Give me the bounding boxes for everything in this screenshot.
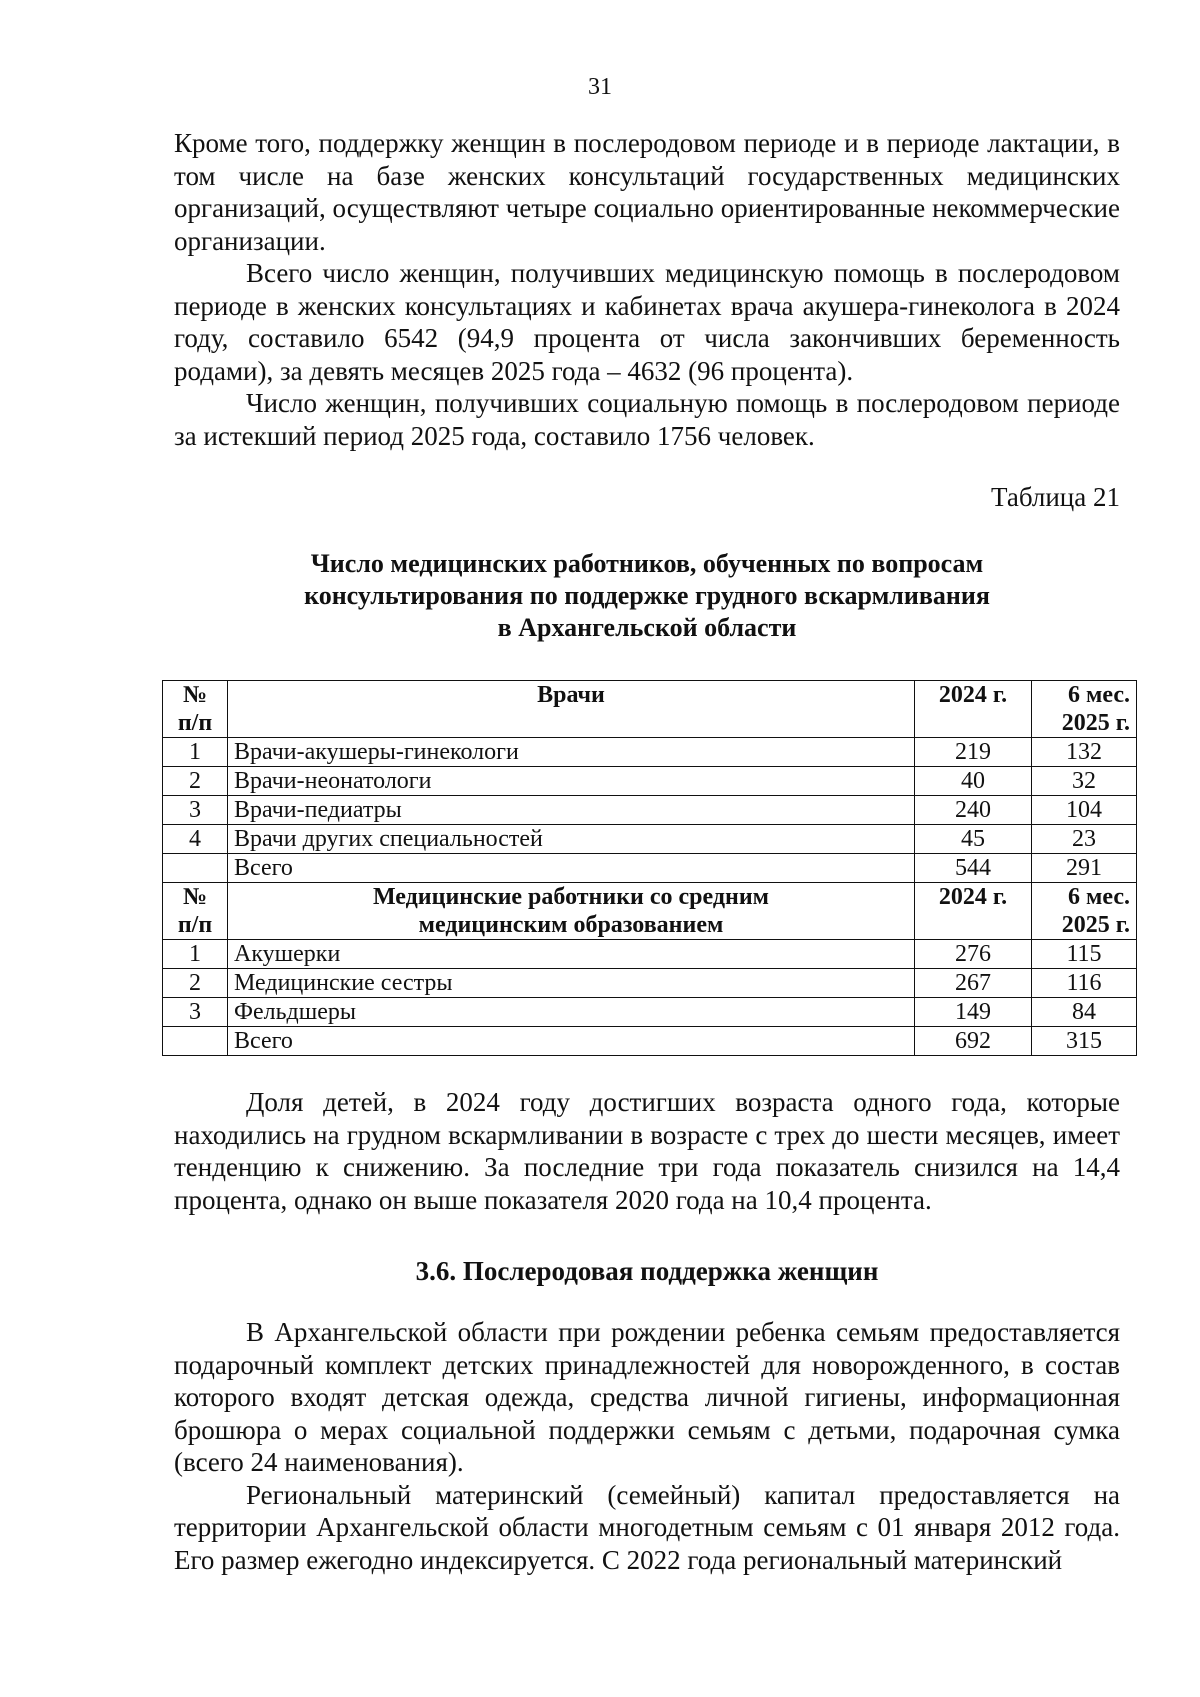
cell-2025: 104 (1032, 796, 1137, 825)
header-text: п/п (177, 710, 213, 736)
cell-2025: 132 (1032, 738, 1137, 767)
cell-2024: 267 (915, 969, 1032, 998)
cell-num: 4 (163, 825, 228, 854)
header-name: Врачи (228, 681, 915, 738)
cell-2025: 116 (1032, 969, 1137, 998)
header-text: п/п (177, 912, 213, 938)
cell-2025: 115 (1032, 940, 1137, 969)
header-6-months-2025 (1032, 883, 1137, 940)
header-text: 2025 г. (1061, 912, 1130, 938)
cell-2024: 40 (915, 767, 1032, 796)
table-header-row (163, 681, 1137, 738)
cell-2025: 291 (1032, 854, 1137, 883)
cell-2024: 45 (915, 825, 1032, 854)
cell-name: Врачи-неонатологи (228, 767, 915, 796)
header-text: медицинским образованием (418, 912, 724, 938)
header-num (163, 681, 228, 738)
page-number: 31 (588, 74, 612, 100)
table-header-row (163, 883, 1137, 940)
cell-2024: 276 (915, 940, 1032, 969)
table-title-line: Число медицинских работников, обученных по вопросам (310, 549, 984, 578)
cell-num: 3 (163, 998, 228, 1027)
header-text: № (182, 884, 208, 910)
cell-name: Фельдшеры (228, 998, 915, 1027)
header-num (163, 883, 228, 940)
cell-num (163, 854, 228, 883)
cell-name: Врачи-акушеры-гинекологи (228, 738, 915, 767)
cell-num: 1 (163, 940, 228, 969)
section-title: 3.6. Послеродовая поддержка женщин (415, 1256, 879, 1286)
after-table-text (174, 1086, 1120, 1216)
header-year-2024: 2024 г. (915, 883, 1032, 940)
header-name (228, 883, 915, 940)
paragraph: Кроме того, поддержку женщин в послеродовом периоде и в периоде лактации, в том числе на базе женских консультаций государственных медицинских организаций, осуществляют четыре социально ориентированные некоммерческие организации. (174, 128, 1120, 256)
paragraph: В Архангельской области при рождении ребенка семьям предоставляется подарочный комплект детских принадлежностей для новорожденного, в состав которого входят детская одежда, средства личной гигиены, информационная брошюра о мерах социальной поддержки семьям с детьми, подарочная сумка (всего 24 наименования). (174, 1317, 1120, 1477)
cell-num: 2 (163, 969, 228, 998)
header-text: 2025 г. (1061, 710, 1130, 736)
table-row (163, 825, 1137, 854)
table-total-row (163, 854, 1137, 883)
paragraph: Число женщин, получивших социальную помощь в послеродовом периоде за истекший период 2025 года, составило 1756 человек. (174, 388, 1120, 451)
cell-2025: 23 (1032, 825, 1137, 854)
table-row (163, 796, 1137, 825)
cell-name: Врачи-педиатры (228, 796, 915, 825)
cell-2024: 219 (915, 738, 1032, 767)
cell-num: 1 (163, 738, 228, 767)
paragraph: Доля детей, в 2024 году достигших возраста одного года, которые находились на грудном вскармливании в возрасте с трех до шести месяцев, имеет тенденцию к снижению. За последние три года показатель снизился на 14,4 процента, однако он выше показателя 2020 года на 10,4 процента. (174, 1087, 1120, 1215)
header-text: 6 мес. (1068, 884, 1130, 910)
cell-2025: 84 (1032, 998, 1137, 1027)
cell-name: Всего (228, 1027, 915, 1056)
cell-num (163, 1027, 228, 1056)
cell-name: Медицинские сестры (228, 969, 915, 998)
table-label: Таблица 21 (991, 482, 1120, 512)
table-title-line: консультирования по поддержке грудного вскармливания (304, 581, 990, 610)
table-row (163, 969, 1137, 998)
header-year-2024: 2024 г. (915, 681, 1032, 738)
table-row (163, 767, 1137, 796)
cell-name: Всего (228, 854, 915, 883)
cell-num: 3 (163, 796, 228, 825)
cell-2024: 240 (915, 796, 1032, 825)
table-total-row (163, 1027, 1137, 1056)
paragraph: Всего число женщин, получивших медицинскую помощь в послеродовом периоде в женских консультациях и кабинетах врача акушера-гинеколога в 2024 году, составило 6542 (94,9 процента от числа закончивших беременность родами), за девять месяцев 2025 года – 4632 (96 процента). (174, 258, 1120, 386)
table-title (174, 548, 1120, 644)
cell-2024: 149 (915, 998, 1032, 1027)
staff-training-table (162, 680, 1137, 1056)
header-text: 6 мес. (1068, 682, 1130, 708)
intro-text (174, 127, 1120, 452)
table-row (163, 998, 1137, 1027)
cell-num: 2 (163, 767, 228, 796)
cell-2025: 315 (1032, 1027, 1137, 1056)
cell-name: Акушерки (228, 940, 915, 969)
header-text: № (182, 682, 208, 708)
table-title-line: в Архангельской области (497, 613, 797, 642)
table-row (163, 940, 1137, 969)
section-text (174, 1316, 1120, 1576)
header-text: Медицинские работники со средним (372, 884, 770, 910)
cell-name: Врачи других специальностей (228, 825, 915, 854)
cell-2025: 32 (1032, 767, 1137, 796)
header-6-months-2025 (1032, 681, 1137, 738)
table-row (163, 738, 1137, 767)
paragraph: Региональный материнский (семейный) капитал предоставляется на территории Архангельской области многодетным семьям с 01 января 2012 года. Его размер ежегодно индексируется. С 2022 года региональный материнский (174, 1479, 1120, 1575)
cell-2024: 544 (915, 854, 1032, 883)
cell-2024: 692 (915, 1027, 1032, 1056)
